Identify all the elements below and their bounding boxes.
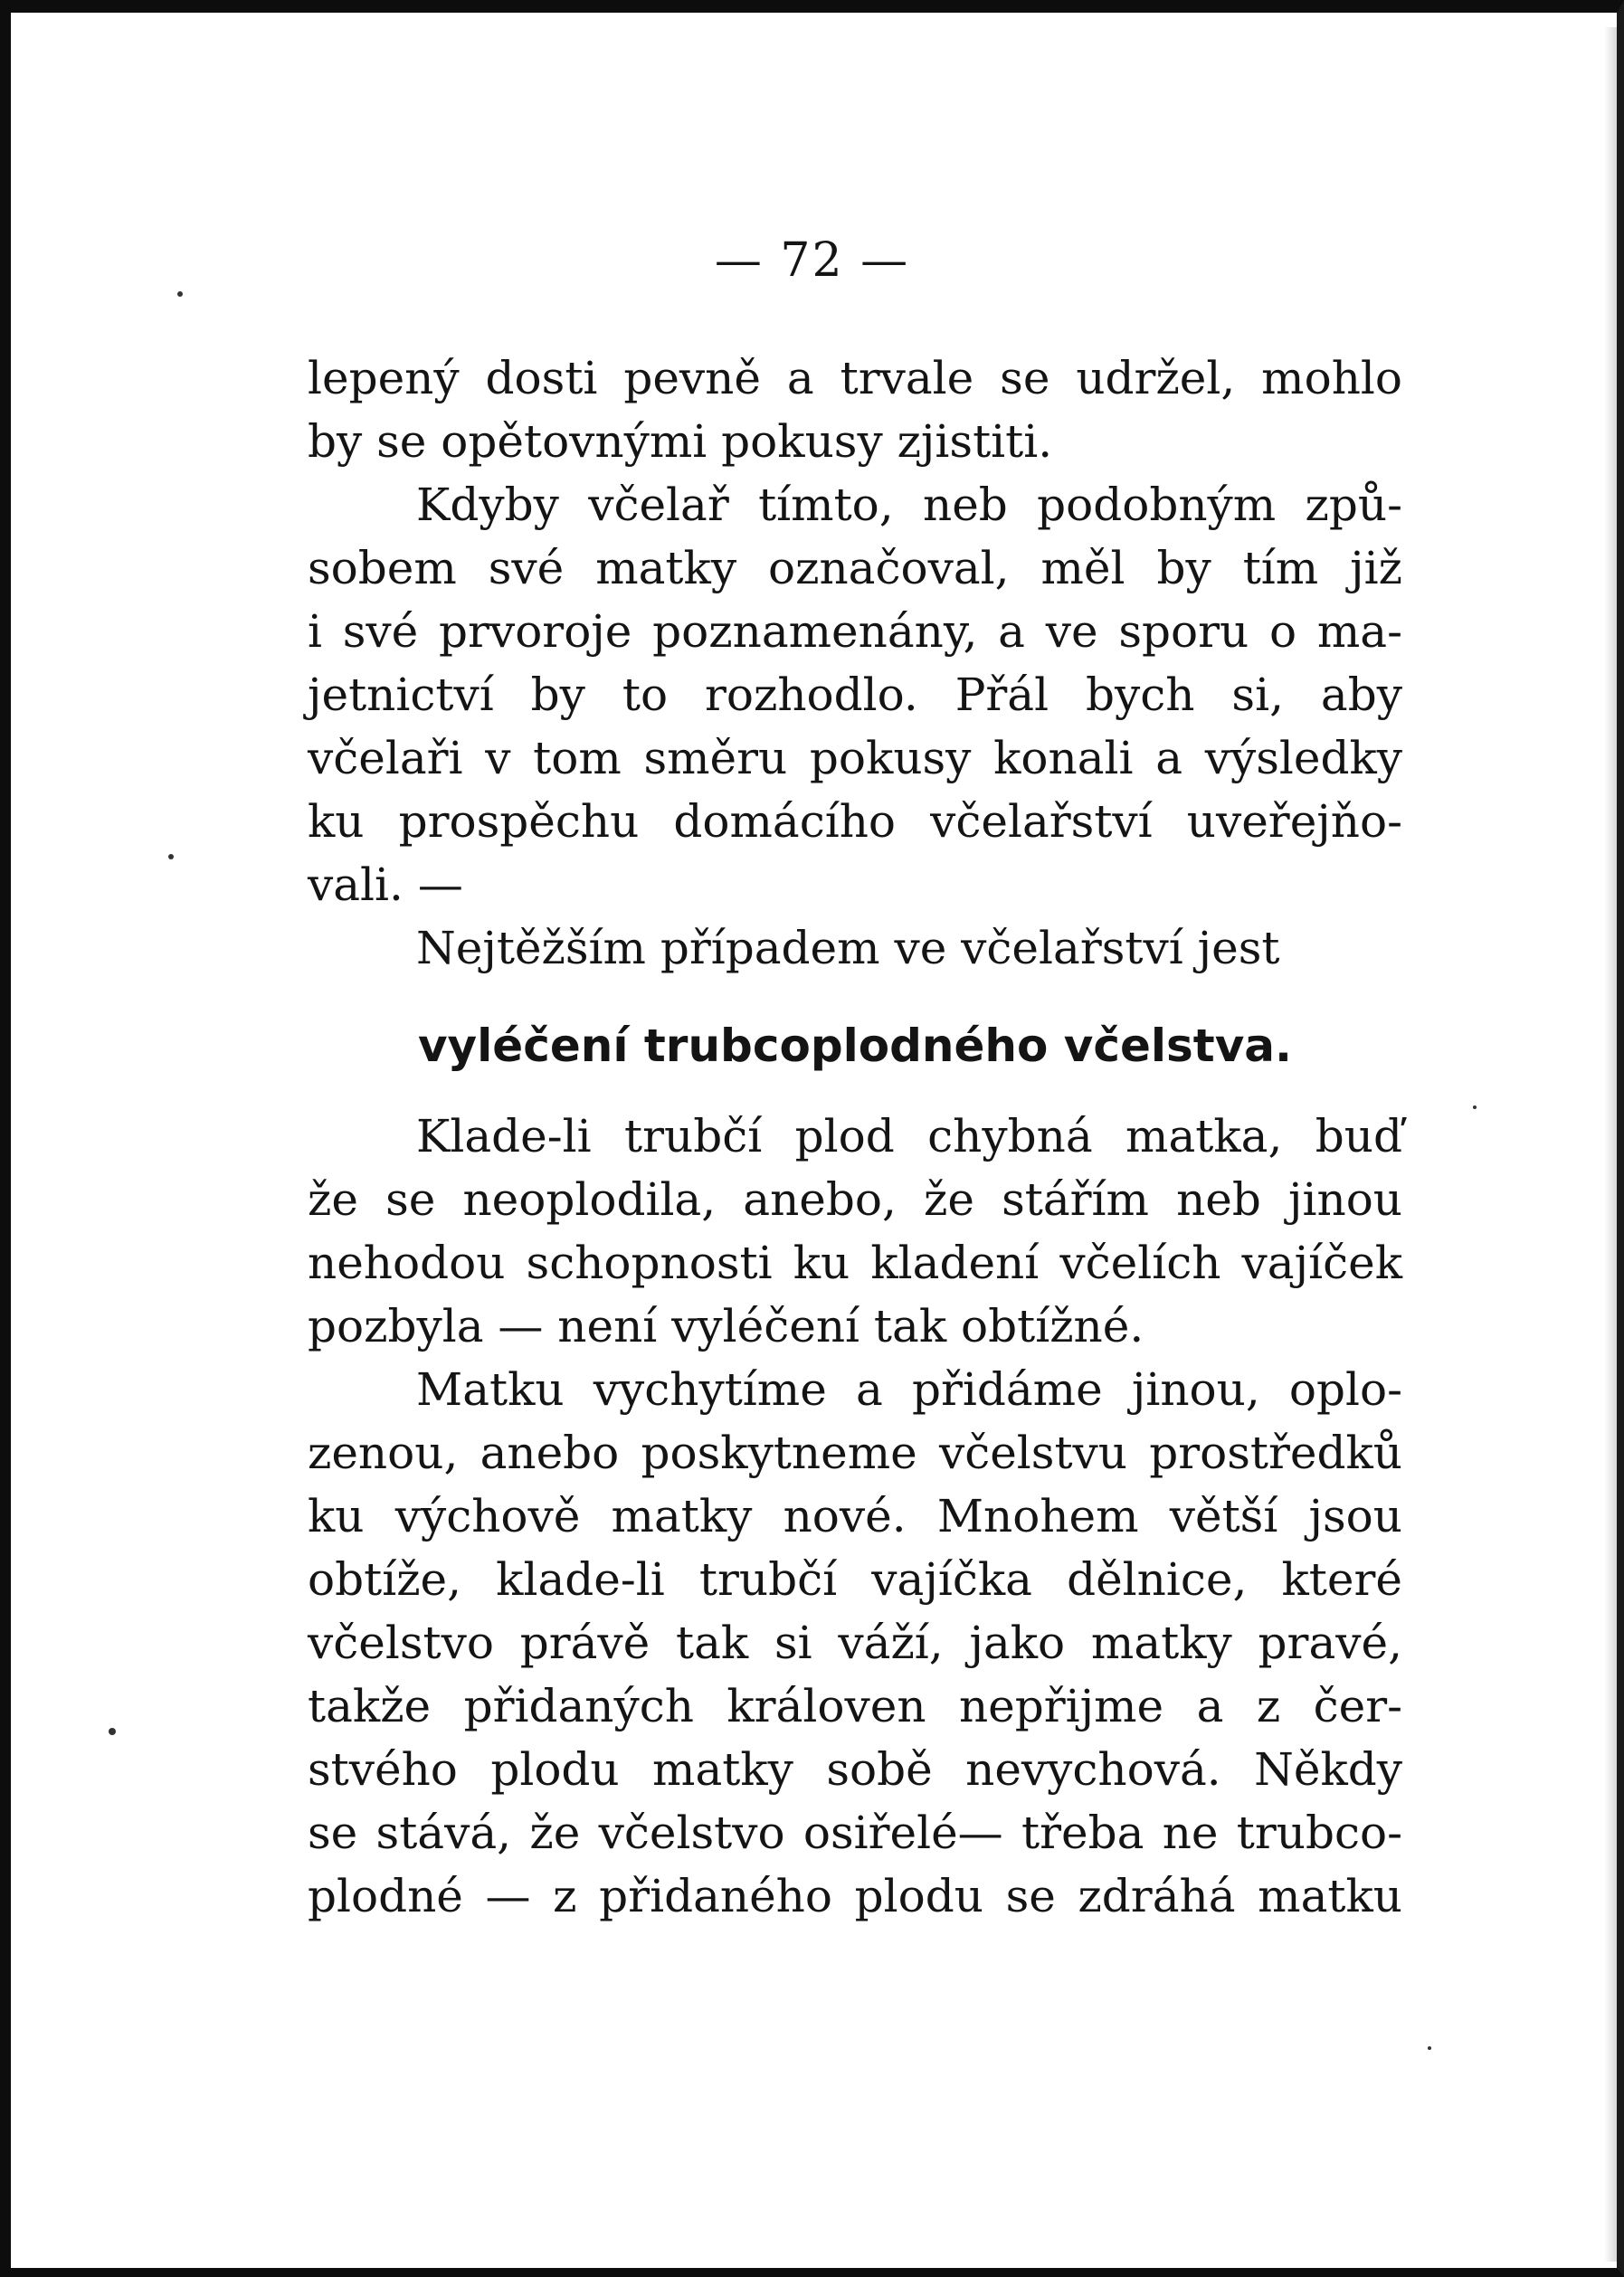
- text-line: Kdyby včelař tímto, neb podobným způ-: [416, 479, 1402, 531]
- text-line: nehodou schopnosti ku kladení včelích vajíček: [308, 1237, 1402, 1289]
- text-line: i své prvoroje poznamenány, a ve sporu o ma-: [308, 605, 1402, 658]
- page-edge-shadow: [1604, 27, 1617, 2262]
- text-line: plodné — z přidaného plodu se zdráhá matku: [308, 1870, 1402, 1922]
- text-line: sobem své matky označoval, měl by tím již: [308, 542, 1402, 594]
- scan-speck: [109, 1728, 116, 1735]
- text-line: lepený dosti pevně a trvale se udržel, mohlo: [308, 352, 1402, 404]
- section-heading: vyléčení trubcoplodného včelstva.: [417, 1020, 1293, 1072]
- text-line: by se opětovnými pokusy zjistiti.: [308, 415, 1053, 468]
- body-text: [308, 346, 1402, 1928]
- text-line: ku prospěchu domácího včelařství uveřejňo-: [308, 795, 1402, 848]
- text-line: obtíže, klade-li trubčí vajíčka dělnice, které: [308, 1553, 1402, 1606]
- text-line: stvého plodu matky sobě nevychová. Někdy: [308, 1743, 1402, 1796]
- text-line: zenou, anebo poskytneme včelstvu prostředků: [308, 1427, 1402, 1479]
- text-line: takže přidaných královen nepřijme a z čer-: [308, 1680, 1402, 1732]
- text-line: Nejtěžším případem ve včelařství jest: [416, 922, 1280, 974]
- text-line: se stává, že včelstvo osiřelé— třeba ne trubco-: [308, 1807, 1402, 1859]
- text-line: jetnictví by to rozhodlo. Přál bych si, aby: [308, 669, 1402, 721]
- scan-speck: [177, 291, 183, 297]
- text-line: Matku vychytíme a přidáme jinou, oplo-: [416, 1363, 1402, 1416]
- text-line: pozbyla — není vyléčení tak obtížné.: [308, 1300, 1144, 1352]
- text-line: Klade-li trubčí plod chybná matka, buď: [416, 1110, 1402, 1162]
- text-line: ku výchově matky nové. Mnohem větší jsou: [308, 1490, 1402, 1542]
- text-line: vali. —: [308, 859, 463, 911]
- text-line: včelstvo právě tak si váží, jako matky pravé,: [308, 1617, 1402, 1669]
- page-number: — 72 —: [714, 233, 910, 288]
- text-line: včelaři v tom směru pokusy konali a výsledky: [308, 732, 1402, 784]
- text-line: že se neoplodila, anebo, že stářím neb jinou: [308, 1173, 1402, 1226]
- scan-speck: [168, 854, 174, 859]
- scan-speck: [1428, 2046, 1431, 2050]
- scan-speck: [1473, 1105, 1477, 1109]
